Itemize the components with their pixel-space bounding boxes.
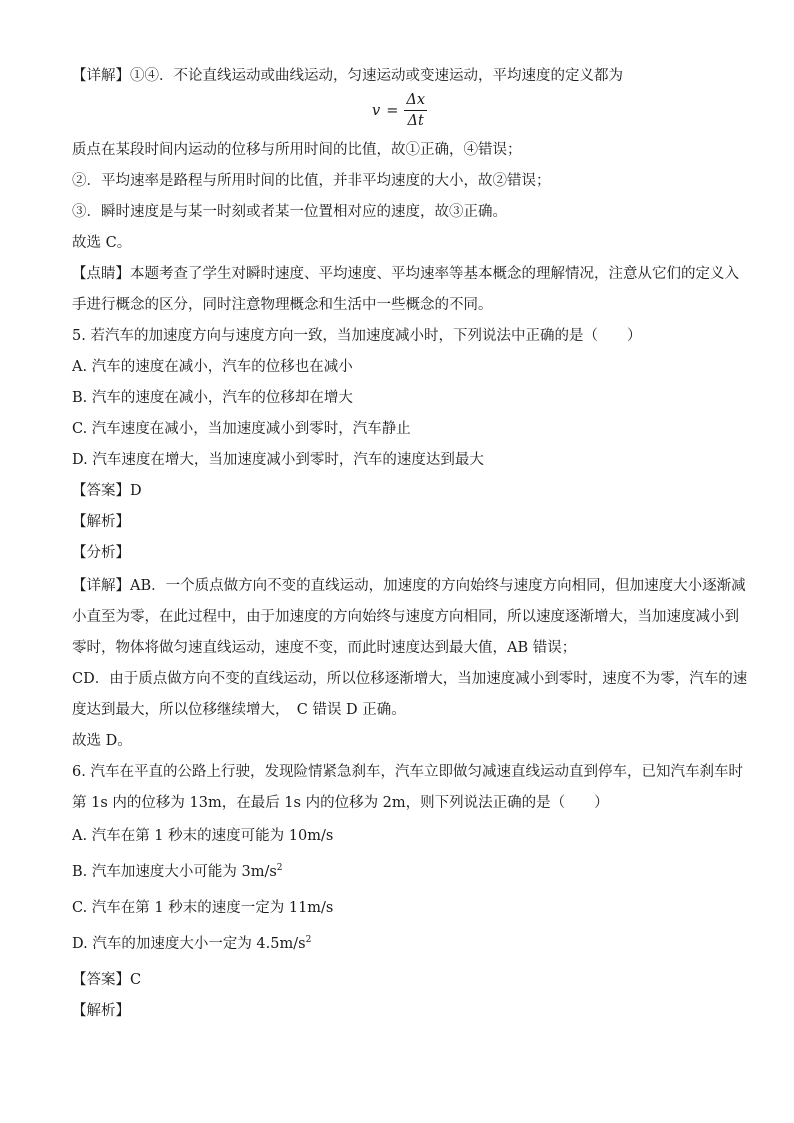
formula-numerator: Δx: [406, 92, 426, 108]
question-5-stem: 5. 若汽车的加速度方向与速度方向一致，当加速度减小时，下列说法中正确的是（ ）: [72, 328, 642, 344]
question-6-option-b: [72, 862, 283, 882]
squared-superscript: 2: [276, 863, 283, 874]
question-5-answer: 【答案】D: [72, 483, 142, 499]
squared-superscript: 2: [305, 935, 312, 946]
question-5-choice: 故选 D。: [72, 733, 132, 749]
formula-lhs: v: [372, 102, 381, 119]
question-5-reasoning-heading: 【分析】: [72, 545, 130, 561]
detail-line-1: 【详解】①④．不论直线运动或曲线运动，匀速运动或变速运动，平均速度的定义都为: [72, 68, 623, 84]
question-5-detail-line-2: 小直至为零，在此过程中，由于加速度的方向始终与速度方向相同，所以速度逐渐增大，当加速度减小到: [72, 609, 739, 625]
formula-fraction: [404, 92, 427, 129]
question-5-detail-line-1: 【详解】AB．一个质点做方向不变的直线运动，加速度的方向始终与速度方向相同，但加速度大小逐渐减: [72, 578, 746, 594]
question-6-stem-line-2: 第 1s 内的位移为 13m，在最后 1s 内的位移为 2m，则下列说法正确的是（ ）: [72, 795, 609, 811]
question-5-option-c: C. 汽车速度在减小，当加速度减小到零时，汽车静止: [72, 421, 411, 437]
option-d-text: D. 汽车的加速度大小一定为 4.5m/s: [72, 936, 306, 952]
option-b-text: B. 汽车加速度大小可能为 3m/s: [72, 864, 277, 880]
comment-line-2: 手进行概念的区分，同时注意物理概念和生活中一些概念的不同。: [72, 297, 493, 313]
question-6-option-a: A. 汽车在第 1 秒末的速度可能为 10m/s: [72, 828, 334, 844]
question-6-option-c: C. 汽车在第 1 秒末的速度一定为 11m/s: [72, 900, 334, 916]
question-5-option-b: B. 汽车的速度在减小，汽车的位移却在增大: [72, 390, 353, 406]
question-5-option-d: D. 汽车速度在增大，当加速度减小到零时，汽车的速度达到最大: [72, 452, 484, 468]
question-5-option-a: A. 汽车的速度在减小，汽车的位移也在减小: [72, 359, 353, 375]
question-5-analysis-heading: 【解析】: [72, 514, 130, 530]
question-5-detail-line-3: 零时，物体将做匀速直线运动，速度不变，而此时速度达到最大值，AB 错误；: [72, 640, 577, 656]
detail-line-3: ②．平均速率是路程与所用时间的比值，并非平均速度的大小，故②错误；: [72, 173, 551, 189]
question-6-answer: 【答案】C: [72, 972, 142, 988]
detail-line-4: ③．瞬时速度是与某一时刻或者某一位置相对应的速度，故③正确。: [72, 204, 507, 220]
question-6-analysis-heading: 【解析】: [72, 1003, 130, 1019]
question-6-stem-line-1: 6. 汽车在平直的公路上行驶，发现险情紧急刹车，汽车立即做匀减速直线运动直到停车，已知汽车刹车时: [72, 764, 743, 780]
answer-choice-line: 故选 C。: [72, 235, 132, 251]
formula-equals: =: [386, 102, 399, 119]
detail-line-2: 质点在某段时间内运动的位移与所用时间的比值，故①正确，④错误；: [72, 142, 522, 158]
question-6-option-d: [72, 934, 311, 954]
comment-line-1: 【点睛】本题考查了学生对瞬时速度、平均速度、平均速率等基本概念的理解情况，注意从它们的定义入: [72, 266, 739, 282]
question-5-detail-line-5: 度达到最大，所以位移继续增大， C 错误 D 正确。: [72, 702, 406, 718]
average-velocity-formula: [372, 92, 427, 129]
question-5-detail-line-4: CD．由于质点做方向不变的直线运动，所以位移逐渐增大，当加速度减小到零时，速度不为零，汽车的速: [72, 671, 748, 687]
formula-denominator: Δt: [407, 113, 424, 129]
